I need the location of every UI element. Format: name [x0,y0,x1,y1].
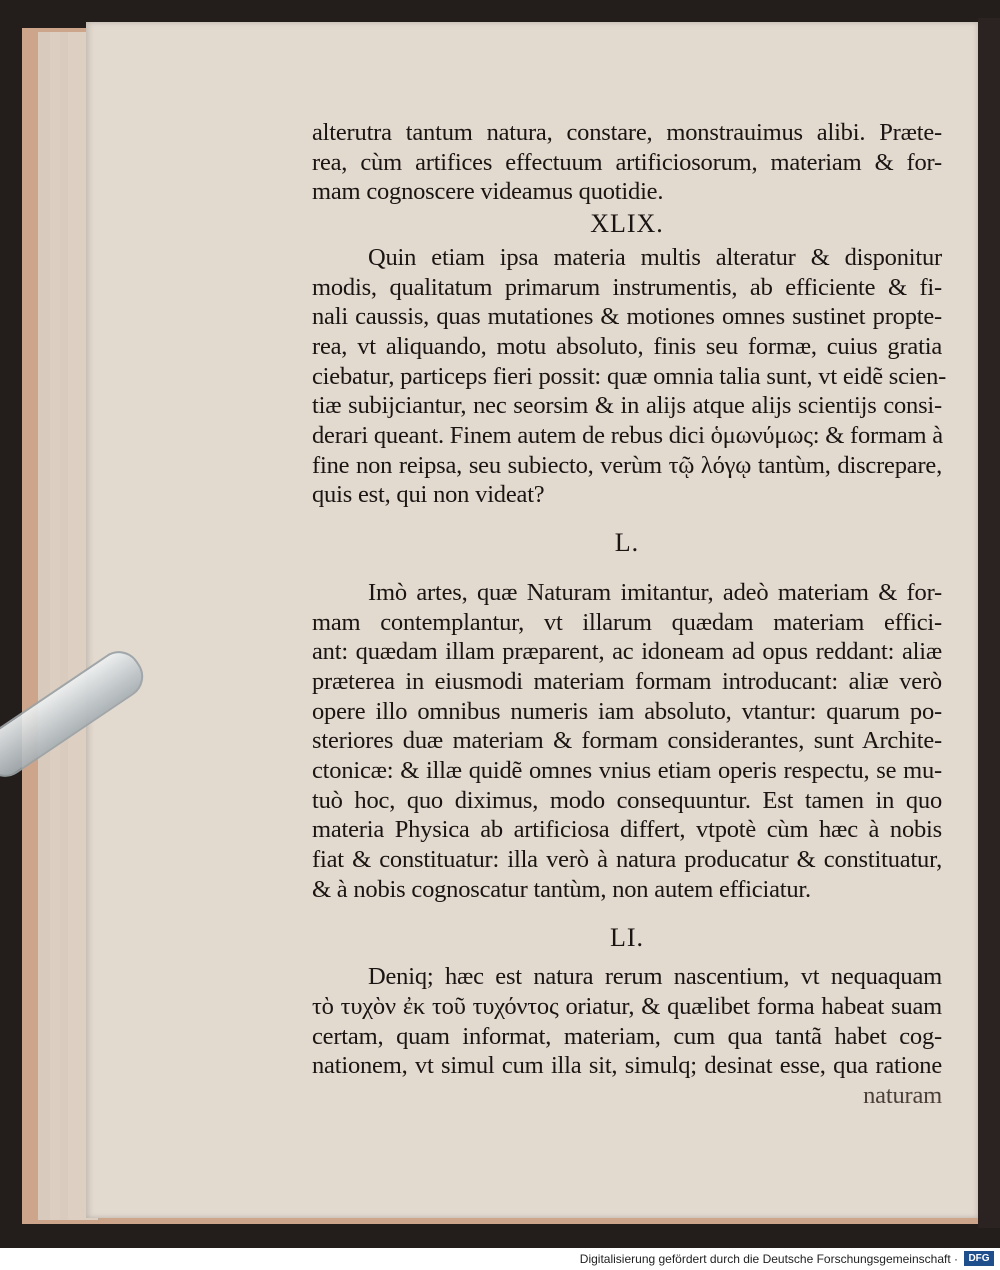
text-line: Deniq; hæc est natura rerum nascentium, vt nequaquam [368,963,942,991]
text-line: Quin etiam ipsa materia multis alteratur & disponitur [368,243,942,271]
section-heading: LI. [609,922,645,952]
text-line: modis, qualitatum primarum instrumentis, ab efficiente & fi- [312,273,942,301]
funding-credit: Digitalisierung gefördert durch die Deutsche Forschungsgemeinschaft · [579,1252,958,1266]
text-line: ciebatur, particeps fieri possit: quæ omnia talia sunt, vt eidẽ scien- [312,362,947,390]
text-line: rea, vt aliquando, motu absoluto, finis seu formæ, cuius gratia [312,332,942,360]
text-line: Imò artes, quæ Naturam imitantur, adeò materiam & for- [368,578,942,606]
text-line: fine non reipsa, seu subiecto, verùm τῷ λόγῳ tantùm, discrepare, [312,451,942,479]
footer-bar [0,1248,1000,1270]
page-text [312,118,947,1111]
text-line: mam cognoscere videamus quotidie. [312,178,664,206]
paragraph-4 [312,962,942,1081]
text-line: mam contemplantur, vt illarum quædam materiam effici- [312,608,942,636]
text-line: nali caussis, quas mutationes & motiones omnes sustinet propte- [312,303,942,331]
text-line: tuò hoc, quo diximus, modo consequuntur. Est tamen in quo [312,786,942,814]
text-line: derari queant. Finem autem de rebus dici ὁμωνύμως: & formam à [312,422,943,450]
catchword: naturam [863,1082,942,1110]
paragraph-2 [312,243,947,510]
text-line: quis est, qui non videat? [312,481,545,509]
section-heading: XLIX. [590,209,664,239]
text-line: rea, cùm artifices effectuum artificiosorum, materiam & for- [312,148,942,176]
text-line: & à nobis cognoscatur tantùm, non autem efficiatur. [312,875,811,903]
paragraph-1 [312,118,942,207]
text-line: alterutra tantum natura, constare, monstrauimus alibi. Præte- [312,119,942,146]
text-line: tiæ subijciantur, nec seorsim & in alijs atque alijs scientijs consi- [312,392,942,420]
text-line: fiat & constituatur: illa verò à natura producatur & constituatur, [312,846,942,874]
book-spine [978,18,1000,1228]
text-line: steriores duæ materiam & formam considerantes, sunt Archite- [312,727,942,755]
text-line: nationem, vt simul cum illa sit, simulq; desinat esse, qua ratione [312,1052,942,1080]
dfg-logo[interactable]: DFG [964,1251,994,1266]
text-line: materia Physica ab artificiosa differt, vtpotè cùm hæc à nobis [312,816,942,844]
text-line: τὸ τυχὸν ἐκ τοῦ τυχόντος oriatur, & quælibet forma habeat suam [312,992,942,1020]
text-line: ant: quædam illam præparent, ac idoneam ad opus reddant: aliæ [312,638,942,666]
text-line: opere illo omnibus numeris iam absoluto, vtantur: quarum po- [312,697,942,725]
text-line: certam, quam informat, materiam, cum qua tantã habet cog- [312,1022,942,1050]
paragraph-3 [312,578,942,905]
section-heading: L. [614,528,640,558]
text-line: præterea in eiusmodi materiam formam introducant: aliæ verò [312,667,942,695]
text-line: ctonicæ: & illæ quidẽ omnes vnius etiam operis respectu, se mu- [312,757,942,785]
